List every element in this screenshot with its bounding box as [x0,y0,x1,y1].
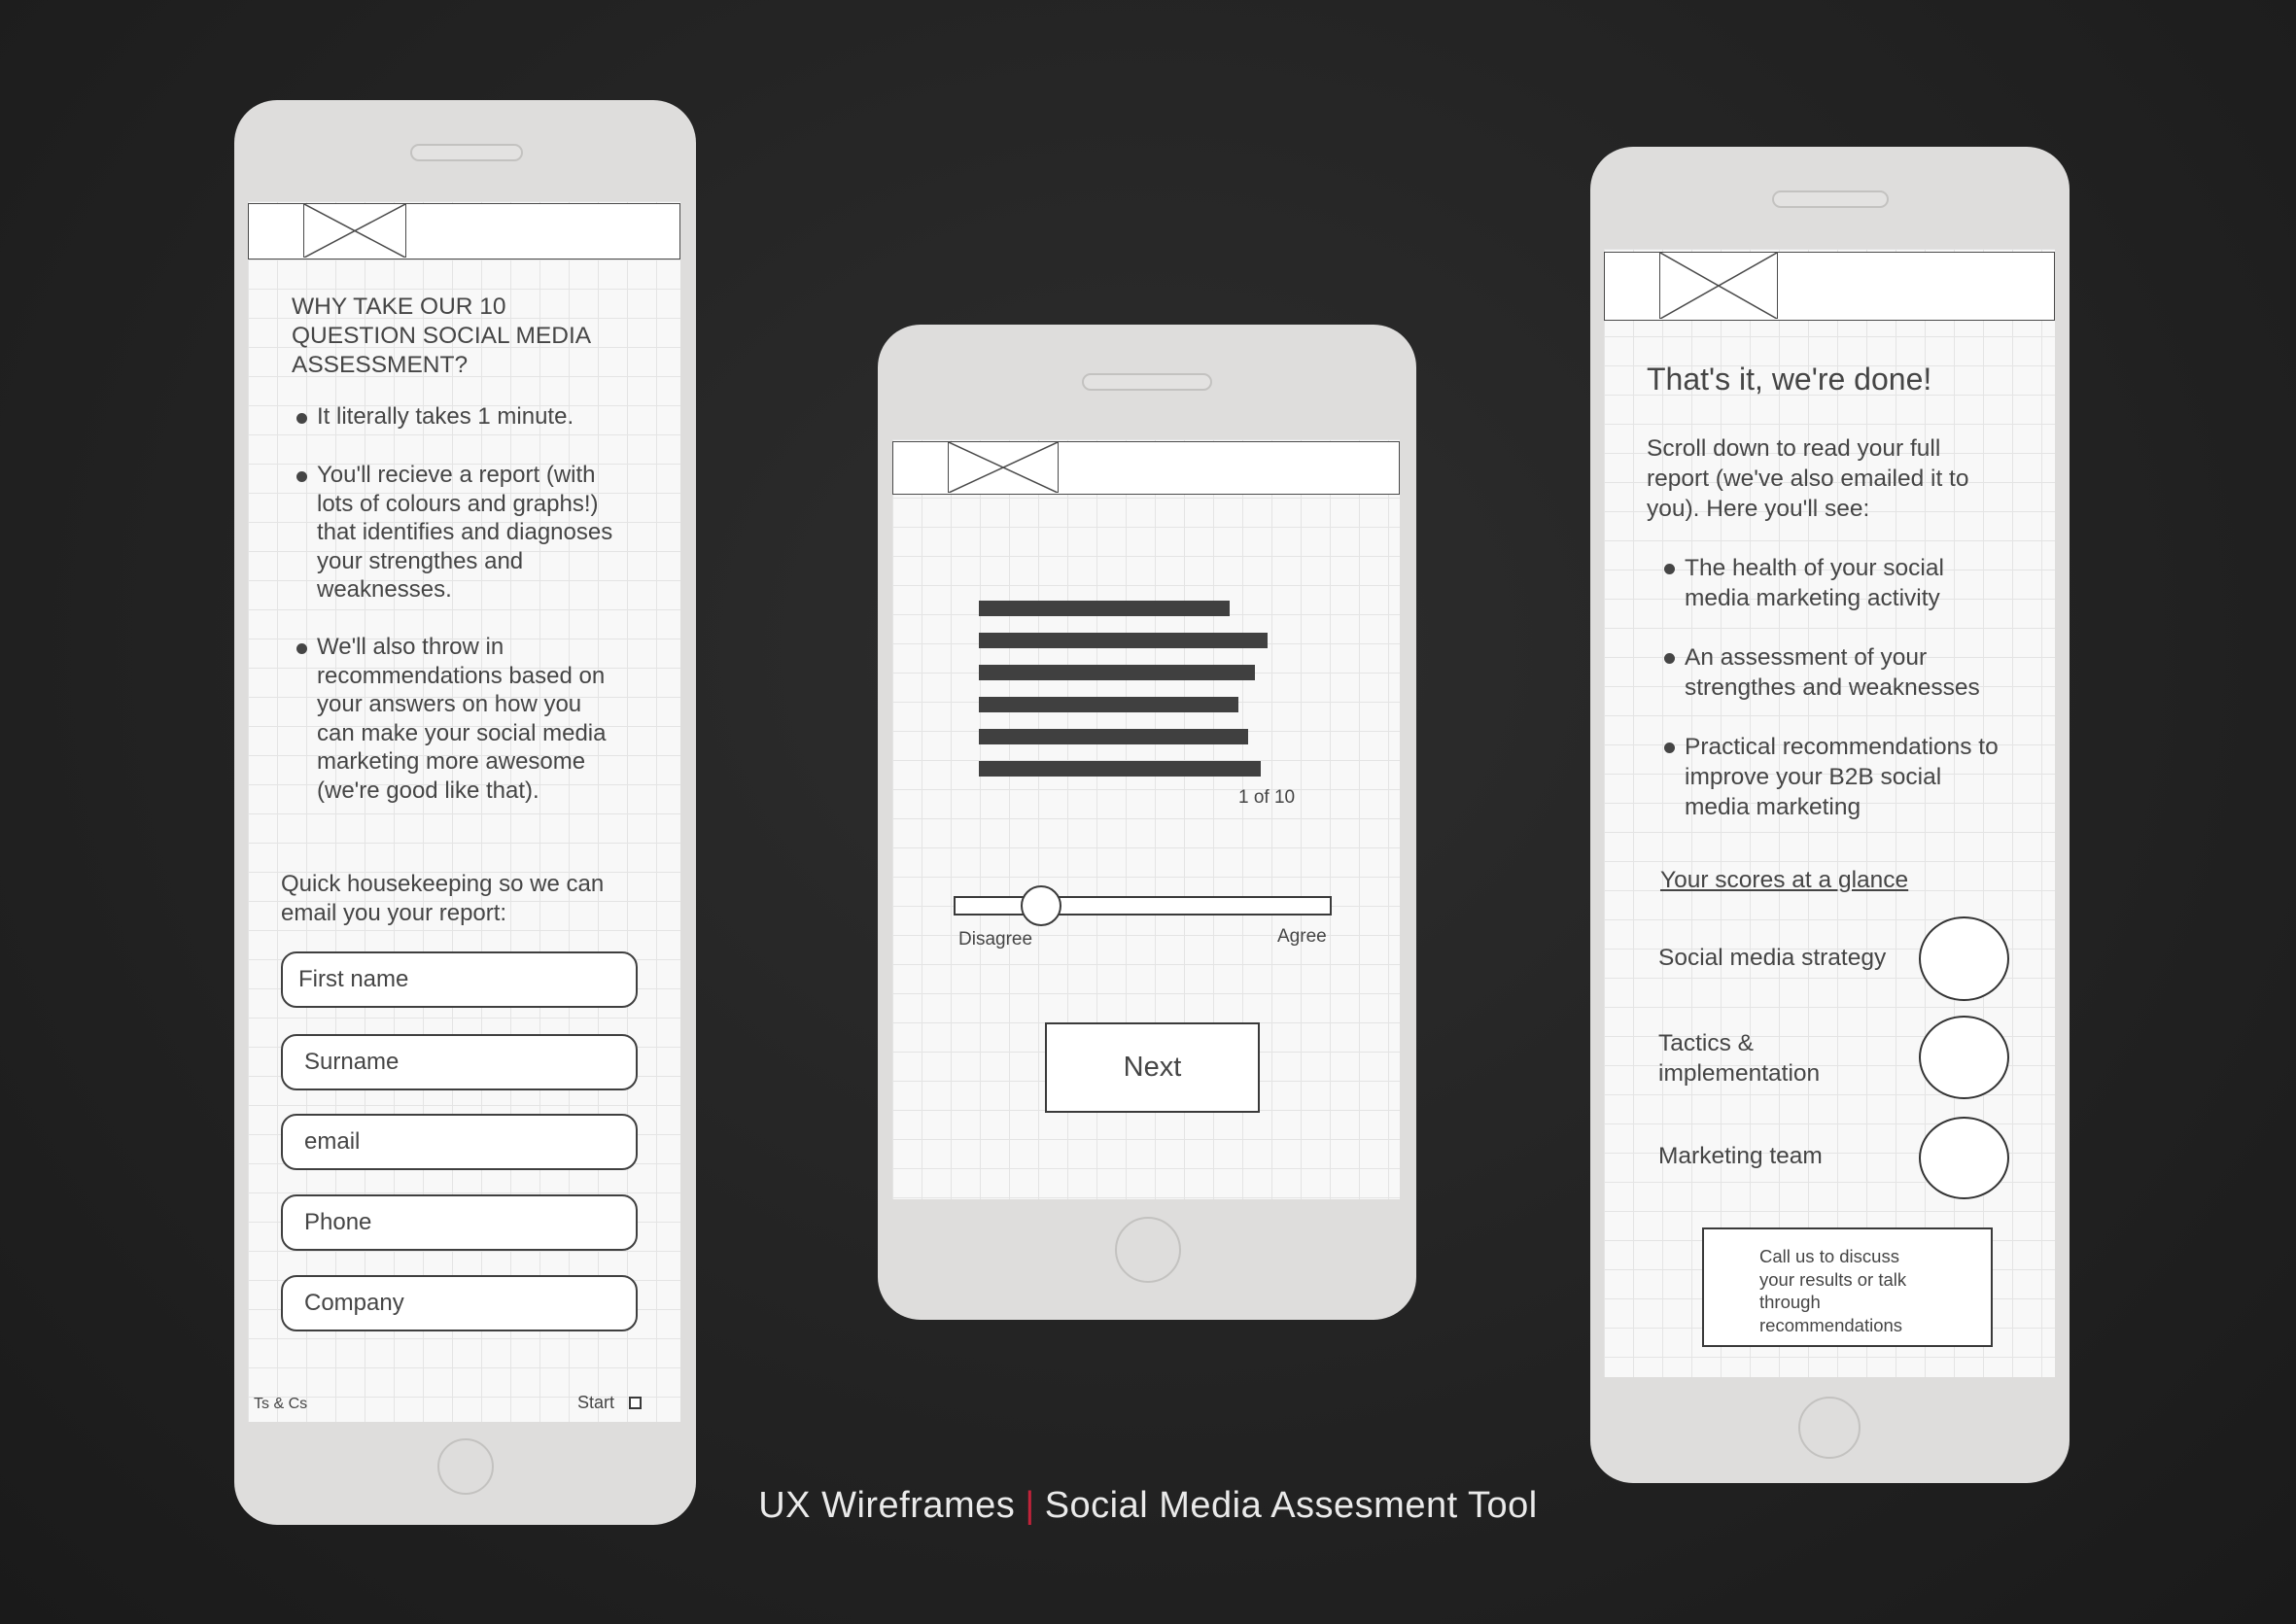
next-button[interactable]: Next [1045,1022,1260,1113]
benefit-item: It literally takes 1 minute. [317,403,574,430]
question-line [979,697,1238,712]
logo-placeholder-icon [1659,253,1778,319]
first-name-field[interactable]: First name [281,951,638,1008]
results-screen [1604,249,2055,1377]
app-header [892,441,1400,495]
caption-separator: | [1025,1485,1035,1526]
caption-right: Social Media Assesment Tool [1044,1485,1538,1526]
email-field[interactable]: email [281,1114,638,1170]
question-line [979,665,1255,680]
question-line [979,633,1268,648]
slider-thumb[interactable] [1021,885,1061,926]
housekeeping-text: Quick housekeeping so we can email you your report: [281,871,605,926]
benefit-item: We'll also throw in recommendations based on your answers on how you can make your social media marketing more awesome (we're good like that). [317,634,607,804]
score-circle-tactics [1919,1016,2009,1099]
phone-frame-question [878,325,1416,1320]
bullet-dot [296,413,307,424]
phone-frame-signup [234,100,696,1525]
score-label-strategy: Social media strategy [1658,945,1887,971]
score-circle-strategy [1919,916,2009,1001]
score-label-tactics: Tactics & implementation [1658,1030,1821,1087]
phone-speaker [410,144,523,161]
bullet-dot [296,643,307,654]
phone-frame-results [1590,147,2070,1483]
terms-link[interactable]: Ts & Cs [254,1396,308,1412]
question-line [979,601,1230,616]
question-line [979,729,1248,744]
call-us-button[interactable] [1702,1227,1993,1347]
start-button[interactable]: Start [577,1393,615,1412]
surname-field[interactable]: Surname [281,1034,638,1090]
scores-link[interactable]: Your scores at a glance [1660,867,1909,893]
presentation-caption [0,1485,2296,1527]
question-text-placeholder [979,601,1296,785]
bullet-dot [1664,564,1675,574]
report-item: Practical recommendations to improve your B2B social media marketing [1685,734,1999,820]
phone-speaker [1772,190,1889,208]
question-line [979,761,1261,777]
logo-placeholder-icon [948,442,1059,493]
call-us-label: Call us to discuss your results or talk through recommendations [1759,1246,1907,1335]
bullet-dot [1664,743,1675,753]
phone-speaker [1082,373,1212,391]
report-item: The health of your social media marketing activity [1685,555,1944,611]
phone-field[interactable]: Phone [281,1194,638,1251]
score-circle-team [1919,1117,2009,1199]
app-header [248,203,680,259]
report-item: An assessment of your strengthes and weaknesses [1685,644,1980,701]
bullet-dot [1664,653,1675,664]
results-title: That's it, we're done! [1647,362,1932,397]
bullet-dot [296,471,307,482]
signup-screen [248,201,680,1422]
caption-left: UX Wireframes [758,1485,1016,1526]
benefit-item: You'll recieve a report (with lots of colours and graphs!) that identifies and diagnoses your strengthes and weaknesses. [317,462,613,603]
start-checkbox[interactable] [629,1397,642,1409]
question-screen [892,439,1400,1199]
company-field[interactable]: Company [281,1275,638,1331]
results-intro: Scroll down to read your full report (we've also emailed it to you). Here you'll see: [1647,435,1969,522]
slider-max-label: Agree [1277,926,1327,947]
page-heading: WHY TAKE OUR 10 QUESTION SOCIAL MEDIA ASSESSMENT? [292,294,592,378]
logo-placeholder-icon [303,204,406,258]
slider-min-label: Disagree [958,929,1033,950]
progress-indicator: 1 of 10 [1238,787,1296,808]
agreement-slider[interactable] [954,896,1332,916]
score-label-team: Marketing team [1658,1143,1823,1169]
home-button [1115,1217,1181,1283]
app-header [1604,252,2055,321]
home-button [1798,1397,1861,1459]
